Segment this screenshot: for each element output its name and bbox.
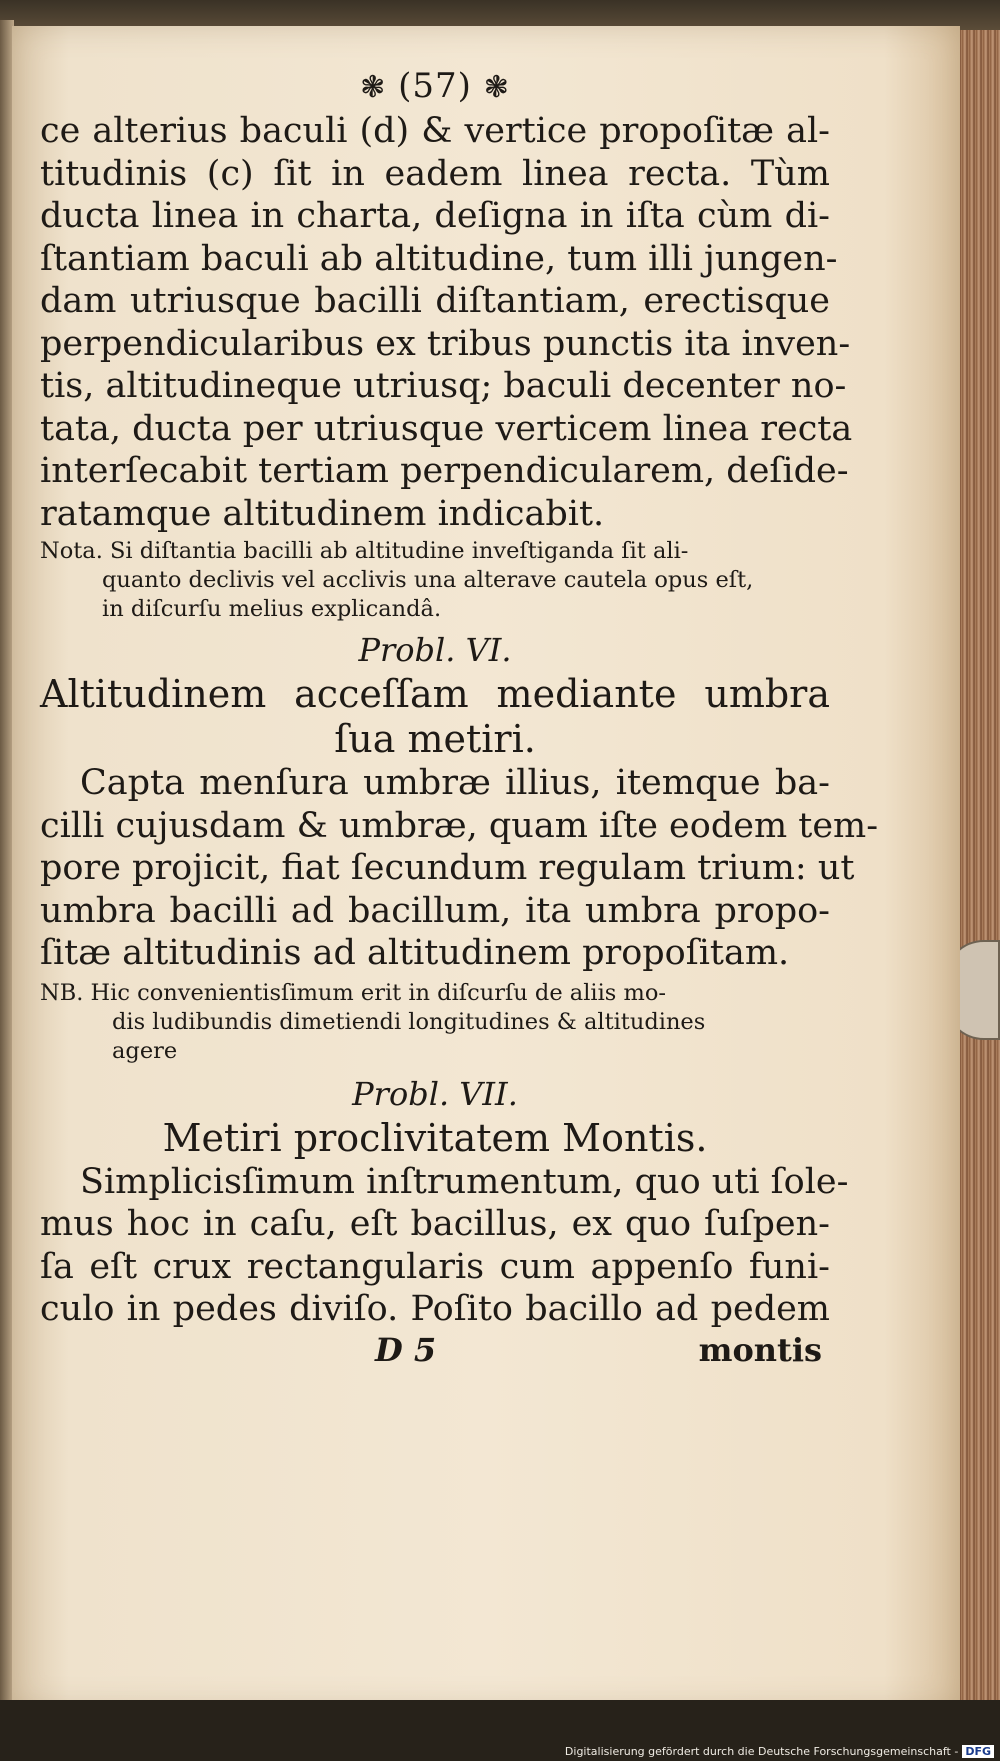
signature-mark: D 5 [375, 1330, 437, 1369]
note-line: in diſcurſu melius explicandâ. [102, 596, 442, 622]
text-line: ce alterius baculi (d) & vertice propoſitæ al- [40, 111, 830, 151]
text-line: Capta menſura umbræ illius, itemque ba- [80, 763, 830, 803]
text-line: tis, altitudineque utriusq; baculi decenter no- [40, 366, 847, 406]
text-line: ſtantiam baculi ab altitudine, tum illi jungen- [40, 238, 838, 279]
text-line: ratamque altitudinem indicabit. [40, 493, 605, 534]
credit-text: Digitalisierung gefördert durch die Deutsche Forschungsgemeinschaft - [564, 1745, 959, 1758]
note-1 [40, 537, 830, 624]
text-line: dam utriusque bacilli diſtantiam, erectisque [40, 281, 830, 321]
paragraph-1 [40, 110, 853, 535]
page-foot [40, 1331, 830, 1375]
problem-7-title: Metiri proclivitatem Montis. [162, 1115, 708, 1160]
digitization-credit [565, 1745, 994, 1758]
text-line: cilli cujusdam & umbræ, quam iſte eodem tem- [40, 805, 879, 846]
note-line: dis ludibundis dimetiendi longitudines & altitudines [112, 1008, 706, 1035]
ornament-right-icon: ❃ [483, 70, 510, 105]
problem-6-title-line: ſua metiri. [334, 717, 536, 761]
text-line: mus hoc in caſu, eſt bacillus, ex quo ſuſpen- [40, 1204, 830, 1244]
text-line: culo in pedes diviſo. Poſito bacillo ad pedem [40, 1289, 830, 1329]
text-line: tata, ducta per utriusque verticem linea recta [40, 408, 853, 449]
text-line: perpendicularibus ex tribus punctis ita inven- [40, 323, 851, 364]
text-line: pore projicit, fiat ſecundum regulam trium: ut [40, 848, 855, 888]
note-line: NB. Hic convenientisſimum erit in diſcurſu de aliis mo- [40, 979, 666, 1006]
catchword: montis [698, 1330, 822, 1369]
text-line: interſecabit tertiam perpendicularem, deſide- [40, 451, 849, 491]
text-line: ducta linea in charta, deſigna in iſta cùm di- [40, 196, 830, 236]
problem-6-body [40, 762, 879, 975]
page-header [40, 66, 830, 106]
page-text [40, 66, 879, 1375]
problem-7-label: Probl. VII. [352, 1074, 518, 1113]
page-number: (57) [398, 66, 472, 106]
problem-6-label: Probl. VI. [358, 631, 512, 669]
page-edges [955, 30, 1000, 1710]
problem-7-body [40, 1161, 849, 1331]
note-line: Nota. Si diſtantia bacilli ab altitudine inveſtiganda ſit ali- [40, 538, 689, 564]
text-line: Simplicisſimum inſtrumentum, quo uti ſole- [80, 1161, 849, 1202]
text-line: umbra bacilli ad bacillum, ita umbra propo- [40, 890, 830, 931]
dfg-logo: DFG [962, 1745, 994, 1758]
text-line: ſitæ altitudinis ad altitudinem propoſitam. [40, 933, 790, 973]
book-page [12, 26, 960, 1708]
text-line: titudinis (c) ſit in eadem linea recta. Tùm [40, 153, 830, 194]
ornament-left-icon: ❃ [360, 70, 387, 105]
note-line: quanto declivis vel acclivis una alterave cautela opus eſt, [102, 567, 754, 593]
problem-6-title-line: Altitudinem acceſſam mediante umbra [40, 672, 830, 716]
note-line: agere [112, 1037, 178, 1064]
text-line: ſa eſt crux rectangularis cum appenſo funi- [40, 1246, 830, 1287]
note-nb [40, 979, 830, 1066]
